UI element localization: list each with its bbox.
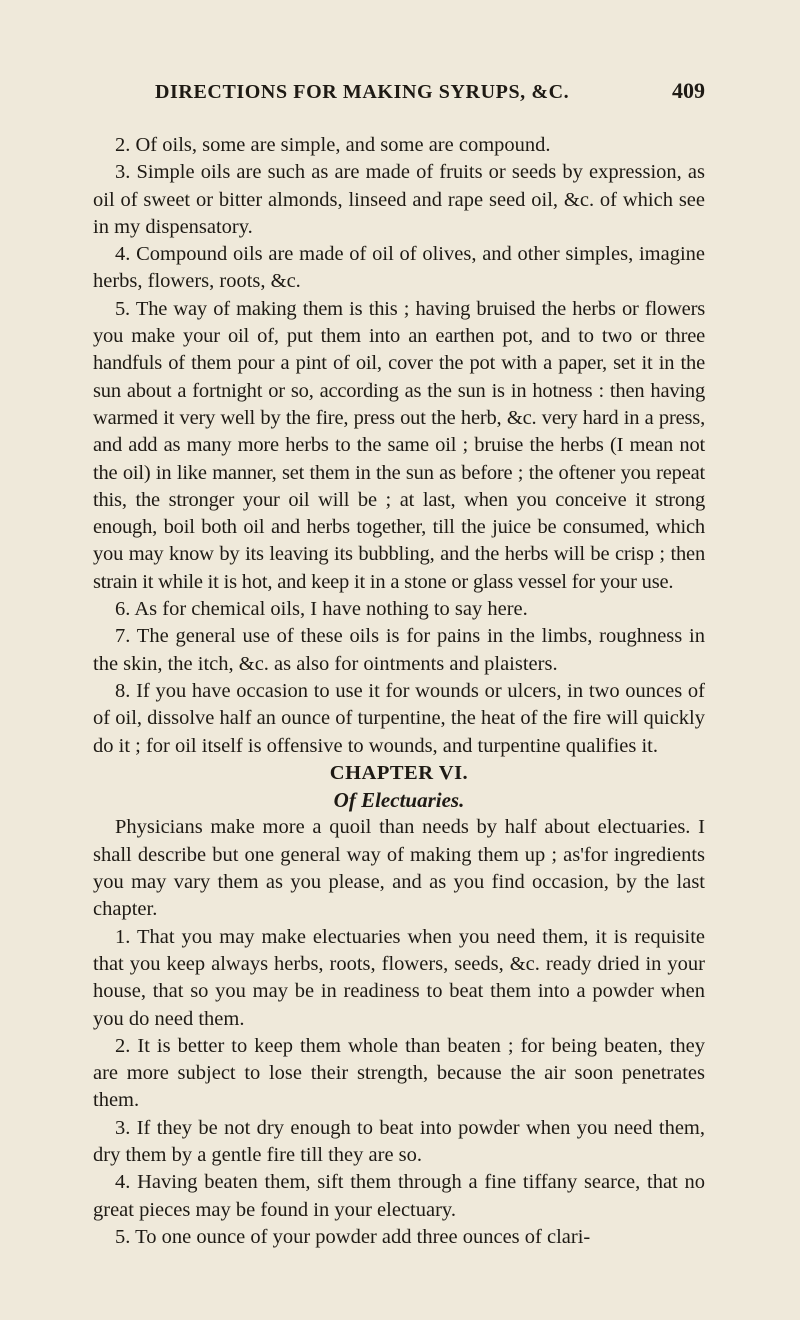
running-head: DIRECTIONS FOR MAKING SYRUPS, &C. — [155, 81, 570, 103]
paragraph-add-clarified: 5. To one ounce of your powder add three ounces of clari- — [115, 1225, 591, 1248]
paragraph-keep-whole: 2. It is better to keep them whole than beaten ; for being beaten, they are more subject to lose their strength, because the air soon penetrates them. — [93, 1034, 705, 1112]
paragraph-simple-oils: 3. Simple oils are such as are made of fruits or seeds by expression, as oil of sweet or bitter almonds, linseed and rape seed oil, &c. of which see in my dispensatory. — [93, 161, 705, 238]
chapter-title: CHAPTER VI. — [329, 761, 469, 784]
paragraph-wounds: 8. If you have occasion to use it for wounds or ulcers, in two ounces of of oil, dissolve half an ounce of turpentine, the heat of the fire will quickly do it ; for oil itself is offensive to wounds, and turpentine qualifies it. — [93, 679, 705, 757]
paragraph-dry-them: 3. If they be not dry enough to beat into powder when you need them, dry them by a gentle fire till they are so. — [93, 1116, 705, 1166]
paragraph-use-of-oils: 7. The general use of these oils is for pains in the limbs, roughness in the skin, the itch, &c. as also for ointments and plaisters. — [93, 625, 705, 675]
page-number: 409 — [672, 78, 705, 103]
paragraph-keep-herbs: 1. That you may make electuaries when you need them, it is requisite that you keep always herbs, roots, flowers, seeds, &c. ready dried in your house, that so you may be in readiness to beat them into a powder when you do need them. — [93, 925, 705, 1030]
paragraph-compound-oils: 4. Compound oils are made of oil of olives, and other simples, imagine herbs, flowers, roots, &c. — [93, 243, 705, 293]
page-header — [93, 78, 705, 104]
paragraph-chemical-oils: 6. As for chemical oils, I have nothing to say here. — [115, 598, 528, 621]
body-text — [93, 132, 705, 1251]
paragraph-electuaries-intro: Physicians make more a quoil than needs by half about electuaries. I shall describe but one general way of making them up ; as'for ingredients you may vary them as you please, and as you find occasion, by the last chapter. — [93, 816, 705, 921]
chapter-subtitle: Of Electuaries. — [333, 788, 465, 813]
paragraph-oils-kinds: 2. Of oils, some are simple, and some are compound. — [115, 134, 551, 156]
paragraph-making-oils: 5. The way of making them is this ; having bruised the herbs or flowers you make your oil of, put them into an earthen pot, and to two or three handfuls of them pour a pint of oil, cover the pot with a paper, set it in the sun about a fortnight or so, according as the sun is in hotness : then having warmed it very well by the fire, press out the herb, &c. very hard in a press, and add as many more herbs to the same oil ; bruise the herbs (I mean not the oil) in like manner, set them in the sun as before ; the oftener you repeat this, the stronger your oil will be ; at last, when you conceive it strong enough, boil both oil and herbs together, till the juice be consumed, which you may know by its leaving its bubbling, and the herbs will be crisp ; then strain it while it is hot, and keep it in a stone or glass vessel for your use. — [93, 297, 705, 593]
paragraph-sift-them: 4. Having beaten them, sift them through a fine tiffany searce, that no great pieces may be found in your electuary. — [93, 1171, 705, 1221]
